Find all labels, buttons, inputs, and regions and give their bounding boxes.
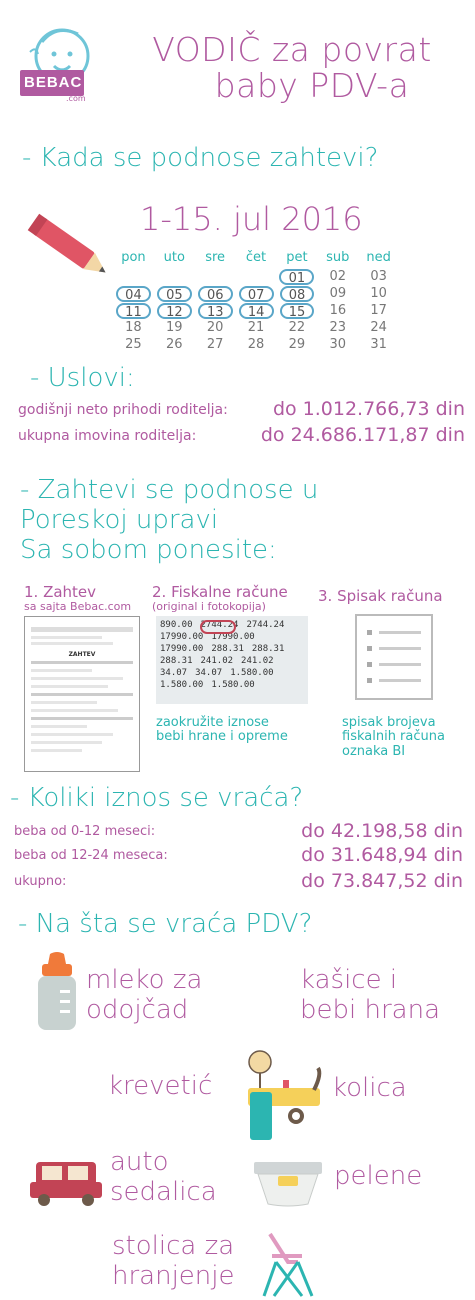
calendar-day: 14 (239, 303, 274, 319)
calendar-day: 21 (247, 320, 265, 335)
receipt-amount: 2744.24 (246, 620, 285, 630)
calendar-day: 12 (157, 303, 192, 319)
item3-caption-line-2: fiskalnih računa (342, 729, 445, 745)
section-conditions-heading: - Uslovi: (30, 363, 135, 393)
bring-item2-caption (156, 716, 288, 745)
baby-bottle-icon (32, 952, 82, 1032)
calendar-day: 30 (329, 337, 346, 352)
logo-domain: .com (66, 94, 86, 103)
bring-item1-subtitle: sa sajta Bebac.com (24, 600, 132, 613)
calendar-day: 10 (370, 286, 387, 301)
calendar-weekday: sre (205, 250, 226, 265)
car-icon (26, 1160, 106, 1208)
calendar (116, 250, 396, 354)
page-title (112, 32, 472, 105)
chair-line-2: hranjenje (112, 1260, 235, 1291)
calendar-day: 05 (157, 286, 192, 302)
calendar-day: 29 (288, 337, 306, 352)
refund-0-12-value: do 42.198,58 din (301, 820, 463, 842)
request-form-image (24, 616, 140, 772)
item2-caption-line-1: zaokružite iznose (156, 715, 269, 730)
receipt-amount: 1.580.00 (160, 680, 204, 690)
receipt-amount: 17990.00 (160, 644, 204, 654)
bring-item3-title: 3. Spisak računa (318, 587, 443, 605)
calendar-day: 11 (116, 303, 151, 319)
milk-line-2: odojčad (86, 994, 189, 1025)
calendar-day: 27 (206, 337, 224, 352)
item3-caption-line-1: spisak brojeva (342, 715, 436, 730)
condition-assets-value: do 24.686.171,87 din (260, 424, 465, 446)
vat-item-crib: krevetić (108, 1071, 213, 1101)
receipt-amount: 17990.00 (160, 632, 204, 642)
where-line-2: Poreskoj upravi (20, 504, 219, 535)
item3-caption-line-3: oznaka BI (342, 743, 406, 759)
diaper-icon (252, 1160, 324, 1208)
list-document-icon (355, 614, 433, 700)
date-range: 1-15. jul 2016 (140, 200, 363, 238)
vat-item-stroller: kolica (332, 1073, 407, 1103)
calendar-day: 04 (116, 286, 151, 302)
receipt-amount: 890.00 (160, 620, 193, 630)
bring-item2-subtitle: (original i fotokopija) (152, 600, 266, 613)
logo (16, 22, 96, 106)
calendar-week-row (116, 337, 396, 353)
title-line-1: VODIČ za povrat (152, 30, 432, 69)
food-line-1: kašice i (300, 965, 398, 995)
refund-total-label: ukupno: (14, 874, 67, 889)
receipt-amount: 34.07 (160, 668, 188, 678)
calendar-day: 22 (288, 320, 306, 335)
receipt-amount: 2744.24 (200, 620, 239, 630)
receipt-amount: 288.31 (251, 644, 285, 654)
pencil-icon (20, 200, 120, 300)
high-stool-and-stroller-icon (238, 1050, 328, 1150)
where-line-1: - Zahtevi se podnose u (20, 475, 319, 505)
calendar-weekday: ned (366, 250, 391, 265)
receipts-image (156, 616, 308, 704)
calendar-day: 19 (166, 320, 183, 335)
calendar-day: 09 (329, 286, 347, 301)
calendar-day: 23 (329, 320, 346, 335)
refund-0-12-label: beba od 0-12 meseci: (14, 824, 156, 839)
calendar-week-row (116, 320, 396, 336)
vat-item-feeding-chair (112, 1232, 235, 1292)
refund-12-24-label: beba od 12-24 meseca: (14, 848, 168, 863)
where-line-3: Sa sobom ponesite: (20, 534, 277, 565)
calendar-day (116, 269, 151, 285)
condition-assets-label: ukupna imovina roditelja: (18, 428, 197, 444)
bring-item2-title: 2. Fiskalne račune (152, 583, 288, 601)
calendar-day: 25 (125, 337, 142, 352)
form-title: ZAHTEV (68, 651, 96, 658)
milk-line-1: mleko za (86, 965, 203, 995)
calendar-weekday: sub (326, 250, 350, 265)
calendar-day: 07 (239, 286, 274, 302)
chair-line-1: stolica za (112, 1231, 235, 1261)
car-line-1: auto (110, 1147, 169, 1177)
calendar-day: 17 (370, 303, 387, 318)
vat-item-diapers: pelene (334, 1161, 423, 1191)
calendar-day (239, 269, 274, 285)
bring-item1-title: 1. Zahtev (24, 583, 97, 601)
calendar-weekdays (116, 250, 396, 265)
calendar-weekday: čet (245, 250, 267, 265)
calendar-days (116, 269, 396, 353)
calendar-day: 13 (198, 303, 233, 319)
calendar-day: 28 (247, 337, 265, 352)
vat-item-milk (86, 966, 202, 1026)
calendar-day: 31 (370, 337, 387, 352)
calendar-day: 01 (279, 269, 314, 285)
title-line-2: baby PDV-a (214, 66, 410, 106)
calendar-weekday: pet (286, 250, 308, 265)
receipt-amount: 34.07 (195, 668, 223, 678)
calendar-weekday: pon (121, 250, 146, 265)
receipt-amount: 1.580.00 (211, 680, 255, 690)
calendar-day: 15 (280, 303, 315, 319)
section-refund-heading: - Koliki iznos se vraća? (10, 783, 304, 813)
calendar-day: 03 (370, 269, 387, 284)
section-when-heading: - Kada se podnose zahtevi? (22, 143, 379, 173)
calendar-day: 18 (125, 320, 142, 335)
section-where-heading (20, 476, 318, 566)
calendar-weekday: uto (163, 250, 185, 265)
calendar-week-row (116, 303, 396, 319)
receipt-amount: 1.580.00 (230, 668, 274, 678)
calendar-day: 20 (206, 320, 224, 335)
calendar-day: 24 (370, 320, 387, 335)
calendar-day (198, 269, 233, 285)
vat-item-baby-food (300, 966, 440, 1026)
calendar-day: 26 (166, 337, 183, 352)
item2-caption-line-2: bebi hrane i opreme (156, 729, 288, 745)
bring-item3-caption (342, 716, 445, 759)
refund-total-value: do 73.847,52 din (301, 870, 463, 892)
refund-12-24-value: do 31.648,94 din (301, 844, 463, 866)
calendar-day: 08 (280, 286, 315, 302)
calendar-day (157, 269, 192, 285)
condition-income-value: do 1.012.766,73 din (272, 398, 465, 420)
condition-income-label: godišnji neto prihodi roditelja: (18, 402, 228, 418)
logo-text: BEBAC (24, 74, 83, 91)
receipt-amount: 288.31 (211, 644, 244, 654)
receipt-amount: 288.31 (160, 656, 193, 666)
food-line-2: bebi hrana (300, 994, 441, 1025)
calendar-day: 16 (329, 303, 347, 318)
receipt-amount: 241.02 (241, 656, 274, 666)
calendar-week-row (116, 269, 396, 285)
car-line-2: sedalica (110, 1176, 217, 1207)
high-chair-icon (258, 1228, 318, 1298)
calendar-week-row (116, 286, 396, 302)
vat-item-car-seat (110, 1148, 217, 1208)
calendar-day: 06 (198, 286, 233, 302)
receipt-amount: 241.02 (200, 656, 234, 666)
receipt-amount: 17990.00 (211, 632, 255, 642)
section-vat-heading: - Na šta se vraća PDV? (18, 909, 313, 939)
calendar-day: 02 (329, 269, 347, 284)
